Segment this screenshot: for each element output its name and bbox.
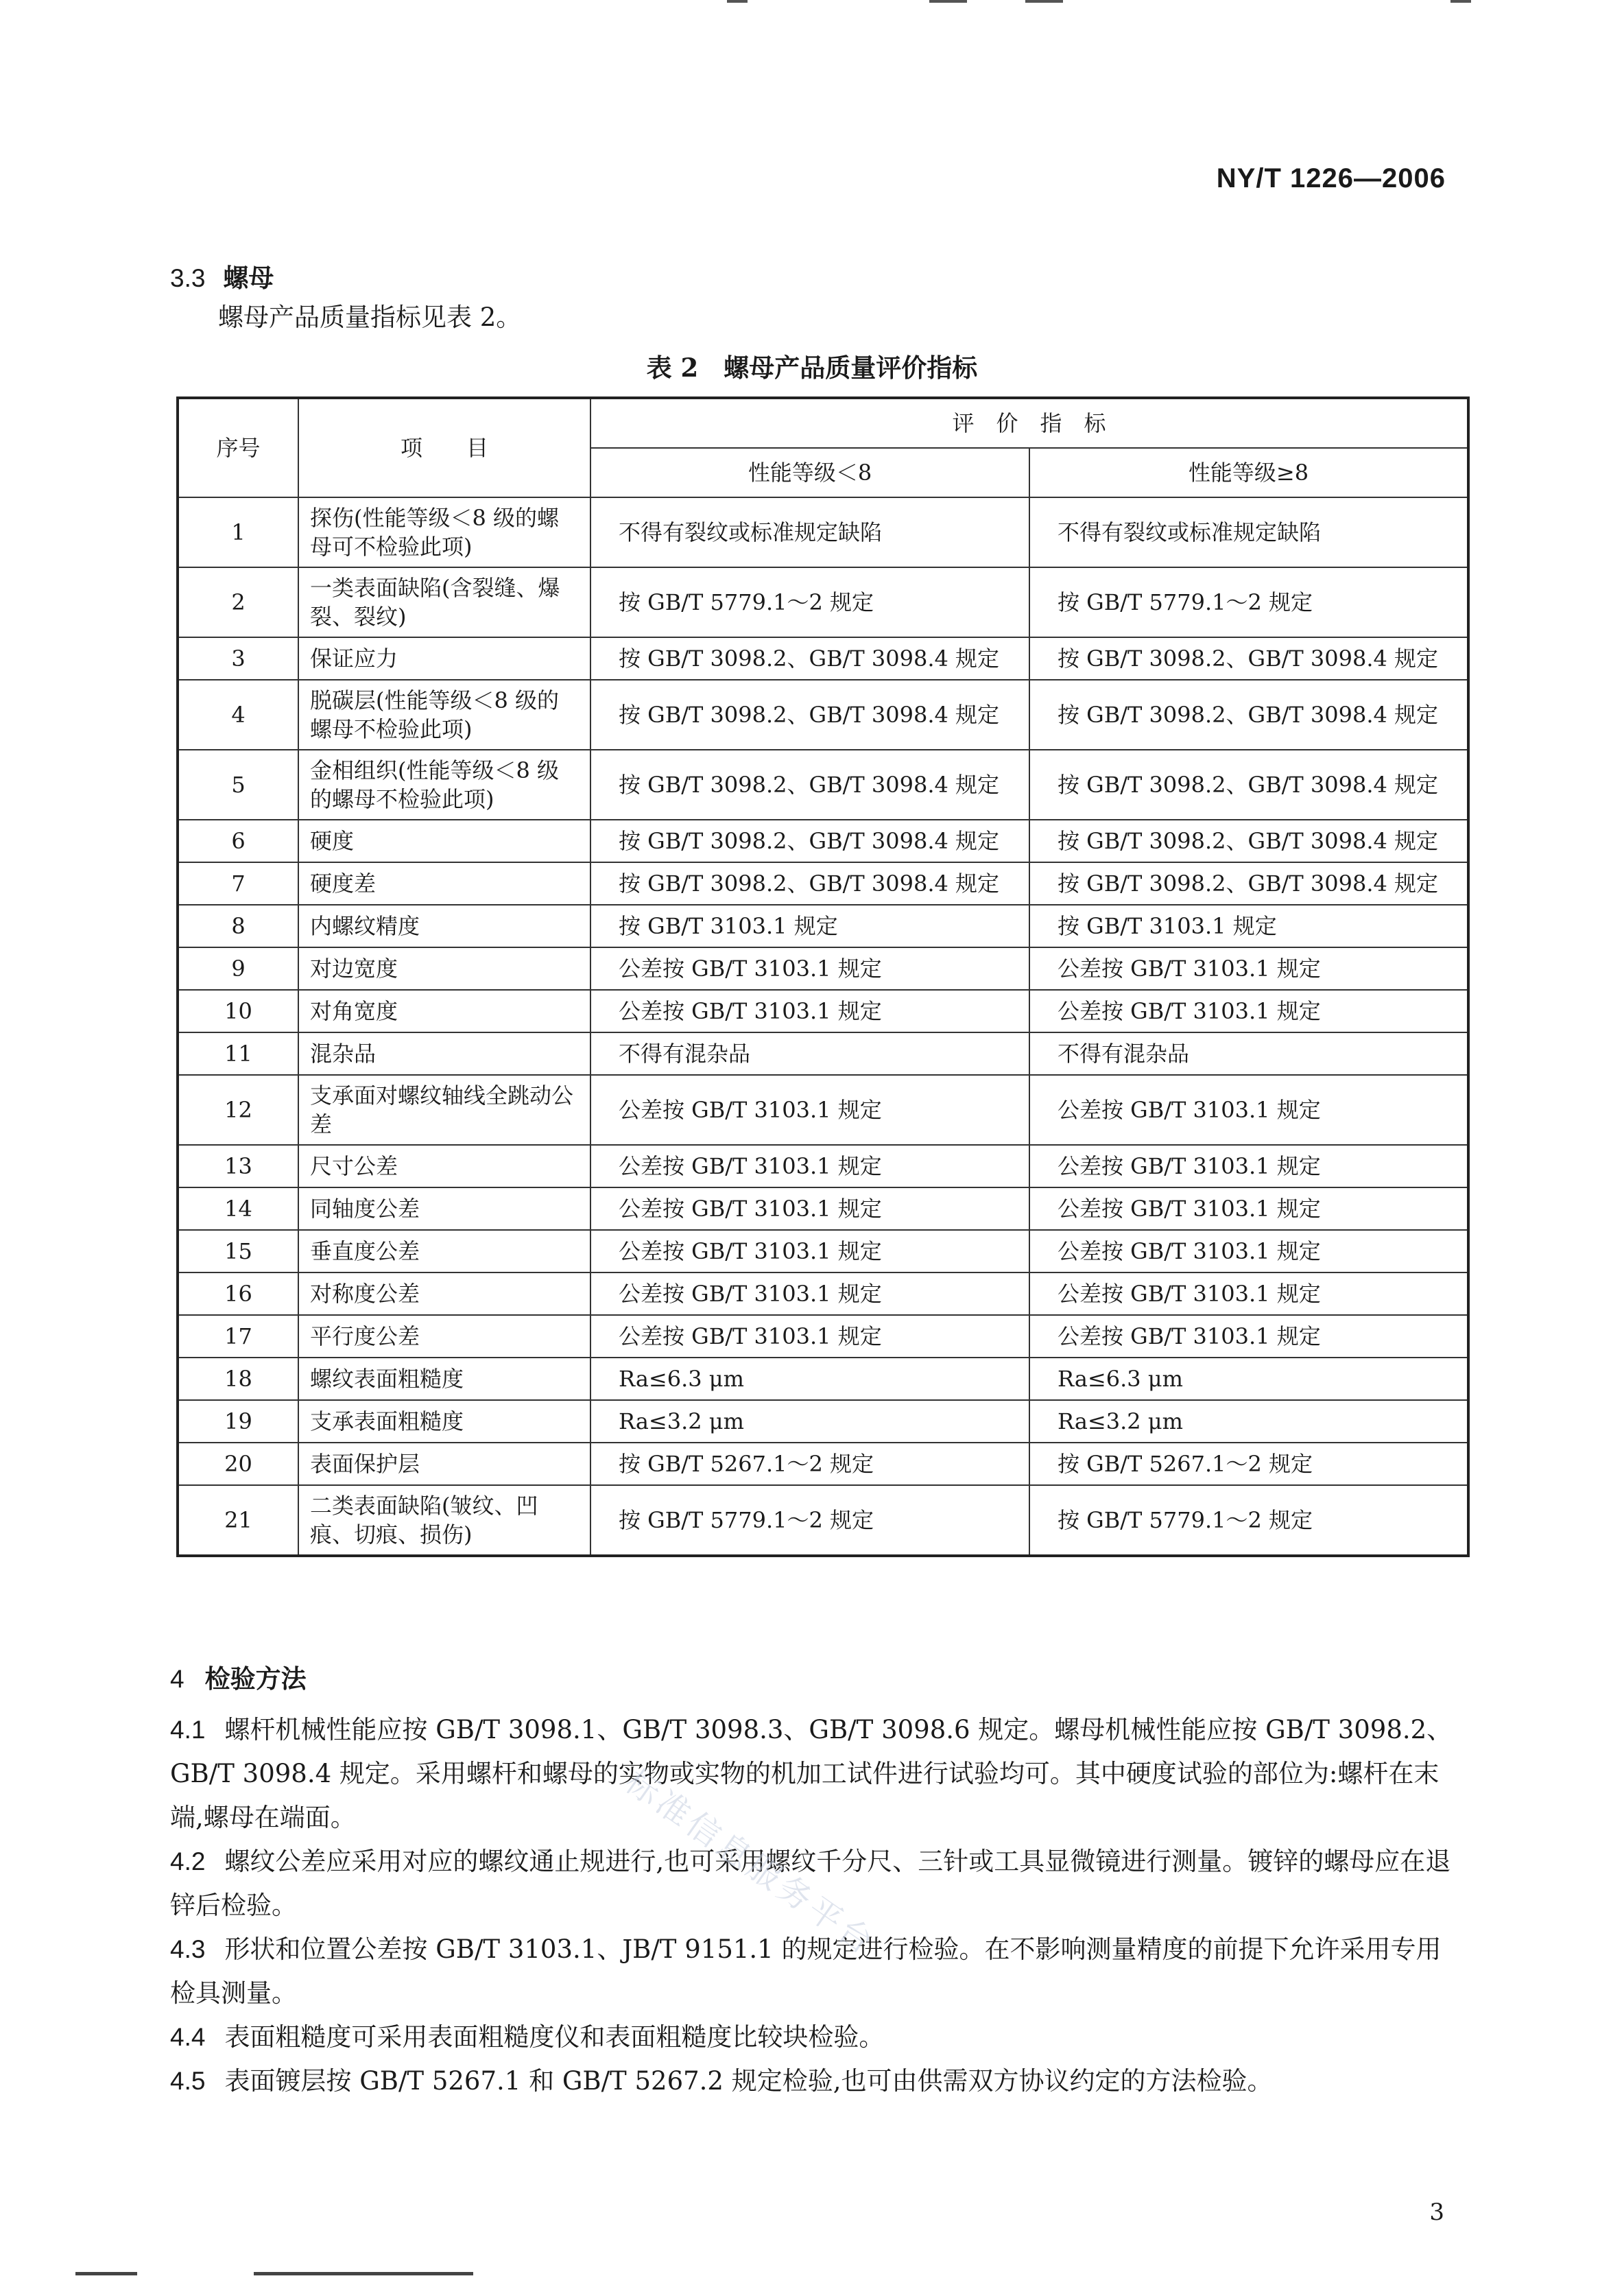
paragraph-text: 表面粗糙度可采用表面粗糙度仪和表面粗糙度比较块检验。 xyxy=(224,2022,885,2052)
row-item-cell: 二类表面缺陷(皱纹、凹痕、切痕、损伤) xyxy=(298,1485,590,1556)
table-row xyxy=(178,1443,1468,1485)
watermark-text: 标准信息服务平台 xyxy=(618,1762,883,1964)
scan-edge-mark xyxy=(75,2272,137,2275)
table-body xyxy=(178,497,1468,1556)
table-row xyxy=(178,905,1468,947)
row-item-cell: 支承表面粗糙度 xyxy=(298,1400,590,1443)
paragraph-number: 4.5 xyxy=(170,2067,206,2095)
row-item-cell: 对边宽度 xyxy=(298,947,590,990)
row-value-a-cell: 按 GB/T 3098.2、GB/T 3098.4 规定 xyxy=(590,820,1029,862)
table-row xyxy=(178,820,1468,862)
scan-edge-mark xyxy=(929,0,967,3)
header-col-b: 性能等级≥8 xyxy=(1029,448,1468,497)
row-value-b-cell: 按 GB/T 3103.1 规定 xyxy=(1029,905,1468,947)
header-item: 项 目 xyxy=(298,398,590,497)
paragraph-4-1 xyxy=(170,1708,1466,1840)
row-number-cell: 1 xyxy=(178,497,298,567)
table-caption: 表 2 螺母产品质量评价指标 xyxy=(646,353,978,383)
row-number-cell: 21 xyxy=(178,1485,298,1556)
row-value-b-cell: 按 GB/T 3098.2、GB/T 3098.4 规定 xyxy=(1029,637,1468,680)
row-item-cell: 表面保护层 xyxy=(298,1443,590,1485)
table-row xyxy=(178,1358,1468,1400)
row-value-a-cell: 不得有裂纹或标准规定缺陷 xyxy=(590,497,1029,567)
row-value-a-cell: 按 GB/T 3098.2、GB/T 3098.4 规定 xyxy=(590,862,1029,905)
paragraph-4-3 xyxy=(170,1928,1466,2015)
row-value-a-cell: 公差按 GB/T 3103.1 规定 xyxy=(590,1230,1029,1272)
row-number-cell: 2 xyxy=(178,567,298,637)
row-number-cell: 6 xyxy=(178,820,298,862)
header-no: 序号 xyxy=(178,398,298,497)
paragraph-text: 螺杆机械性能应按 GB/T 3098.1、GB/T 3098.3、GB/T 3098.6 规定。螺母机械性能应按 GB/T 3098.2、GB/T 3098.4 规定。采用螺杆和螺母的实物或实物的机加工试件进行试验均可。其中硬度试验的部位为:螺杆在末端,螺母在端面。 xyxy=(170,1715,1453,1832)
row-value-b-cell: 按 GB/T 5267.1～2 规定 xyxy=(1029,1443,1468,1485)
row-value-b-cell: Ra≤3.2 μm xyxy=(1029,1400,1468,1443)
row-value-a-cell: 公差按 GB/T 3103.1 规定 xyxy=(590,1315,1029,1358)
row-value-b-cell: 公差按 GB/T 3103.1 规定 xyxy=(1029,1187,1468,1230)
row-value-a-cell: 公差按 GB/T 3103.1 规定 xyxy=(590,1272,1029,1315)
row-value-b-cell: 公差按 GB/T 3103.1 规定 xyxy=(1029,1230,1468,1272)
row-item-cell: 探伤(性能等级＜8 级的螺母可不检验此项) xyxy=(298,497,590,567)
row-number-cell: 5 xyxy=(178,750,298,820)
row-number-cell: 12 xyxy=(178,1075,298,1145)
section-title: 螺母 xyxy=(223,263,274,293)
row-value-b-cell: 公差按 GB/T 3103.1 规定 xyxy=(1029,1272,1468,1315)
scan-edge-mark xyxy=(254,2272,473,2275)
row-value-a-cell: Ra≤6.3 μm xyxy=(590,1358,1029,1400)
row-value-b-cell: 公差按 GB/T 3103.1 规定 xyxy=(1029,1075,1468,1145)
section-number: 3.3 xyxy=(170,264,206,292)
table-row xyxy=(178,1272,1468,1315)
row-value-b-cell: 按 GB/T 3098.2、GB/T 3098.4 规定 xyxy=(1029,820,1468,862)
row-value-a-cell: 按 GB/T 3098.2、GB/T 3098.4 规定 xyxy=(590,637,1029,680)
section-intro: 螺母产品质量指标见表 2。 xyxy=(218,303,522,332)
row-value-a-cell: 公差按 GB/T 3103.1 规定 xyxy=(590,1075,1029,1145)
row-number-cell: 15 xyxy=(178,1230,298,1272)
paragraph-4-4 xyxy=(170,2015,1466,2059)
row-value-b-cell: 公差按 GB/T 3103.1 规定 xyxy=(1029,947,1468,990)
row-value-a-cell: 不得有混杂品 xyxy=(590,1032,1029,1075)
row-value-a-cell: 公差按 GB/T 3103.1 规定 xyxy=(590,1145,1029,1187)
table-row xyxy=(178,1400,1468,1443)
table-row xyxy=(178,862,1468,905)
row-item-cell: 混杂品 xyxy=(298,1032,590,1075)
row-number-cell: 11 xyxy=(178,1032,298,1075)
row-value-b-cell: 公差按 GB/T 3103.1 规定 xyxy=(1029,1315,1468,1358)
table-row xyxy=(178,1032,1468,1075)
section-4-heading xyxy=(170,1658,307,1695)
row-value-a-cell: 按 GB/T 5267.1～2 规定 xyxy=(590,1443,1029,1485)
document-code: NY/T 1226—2006 xyxy=(1216,163,1446,193)
table-row xyxy=(178,567,1468,637)
row-item-cell: 对角宽度 xyxy=(298,990,590,1032)
row-value-b-cell: 不得有裂纹或标准规定缺陷 xyxy=(1029,497,1468,567)
row-item-cell: 内螺纹精度 xyxy=(298,905,590,947)
table-row xyxy=(178,1485,1468,1556)
row-number-cell: 18 xyxy=(178,1358,298,1400)
row-item-cell: 螺纹表面粗糙度 xyxy=(298,1358,590,1400)
paragraph-text: 形状和位置公差按 GB/T 3103.1、JB/T 9151.1 的规定进行检验。在不影响测量精度的前提下允许采用专用检具测量。 xyxy=(170,1934,1442,2008)
row-value-a-cell: Ra≤3.2 μm xyxy=(590,1400,1029,1443)
row-item-cell: 脱碳层(性能等级＜8 级的螺母不检验此项) xyxy=(298,680,590,750)
row-number-cell: 7 xyxy=(178,862,298,905)
row-item-cell: 硬度 xyxy=(298,820,590,862)
row-value-a-cell: 按 GB/T 3103.1 规定 xyxy=(590,905,1029,947)
row-value-a-cell: 按 GB/T 3098.2、GB/T 3098.4 规定 xyxy=(590,680,1029,750)
row-number-cell: 10 xyxy=(178,990,298,1032)
row-value-b-cell: 按 GB/T 3098.2、GB/T 3098.4 规定 xyxy=(1029,862,1468,905)
table-row xyxy=(178,1145,1468,1187)
table-row xyxy=(178,750,1468,820)
row-item-cell: 同轴度公差 xyxy=(298,1187,590,1230)
table-row xyxy=(178,1075,1468,1145)
row-value-b-cell: 按 GB/T 5779.1～2 规定 xyxy=(1029,567,1468,637)
row-value-a-cell: 按 GB/T 5779.1～2 规定 xyxy=(590,567,1029,637)
table-row xyxy=(178,637,1468,680)
table-row xyxy=(178,680,1468,750)
scan-edge-mark xyxy=(1450,0,1471,3)
row-item-cell: 垂直度公差 xyxy=(298,1230,590,1272)
paragraph-text: 表面镀层按 GB/T 5267.1 和 GB/T 5267.2 规定检验,也可由供需双方协议约定的方法检验。 xyxy=(224,2066,1273,2096)
row-number-cell: 4 xyxy=(178,680,298,750)
table-row xyxy=(178,947,1468,990)
row-number-cell: 19 xyxy=(178,1400,298,1443)
row-value-a-cell: 按 GB/T 3098.2、GB/T 3098.4 规定 xyxy=(590,750,1029,820)
row-value-b-cell: 公差按 GB/T 3103.1 规定 xyxy=(1029,1145,1468,1187)
paragraph-number: 4.1 xyxy=(170,1716,206,1744)
row-number-cell: 17 xyxy=(178,1315,298,1358)
row-item-cell: 支承面对螺纹轴线全跳动公差 xyxy=(298,1075,590,1145)
row-item-cell: 金相组织(性能等级＜8 级的螺母不检验此项) xyxy=(298,750,590,820)
table-row xyxy=(178,497,1468,567)
row-value-a-cell: 按 GB/T 5779.1～2 规定 xyxy=(590,1485,1029,1556)
paragraph-text: 螺纹公差应采用对应的螺纹通止规进行,也可采用螺纹千分尺、三针或工具显微镜进行测量。镀锌的螺母应在退锌后检验。 xyxy=(170,1847,1451,1920)
row-number-cell: 14 xyxy=(178,1187,298,1230)
row-value-b-cell: 不得有混杂品 xyxy=(1029,1032,1468,1075)
section-title: 检验方法 xyxy=(204,1664,307,1694)
section-number: 4 xyxy=(170,1665,184,1693)
row-number-cell: 13 xyxy=(178,1145,298,1187)
row-value-a-cell: 公差按 GB/T 3103.1 规定 xyxy=(590,990,1029,1032)
row-item-cell: 保证应力 xyxy=(298,637,590,680)
row-item-cell: 对称度公差 xyxy=(298,1272,590,1315)
row-value-a-cell: 公差按 GB/T 3103.1 规定 xyxy=(590,947,1029,990)
row-item-cell: 硬度差 xyxy=(298,862,590,905)
scan-edge-mark xyxy=(1025,0,1063,3)
row-number-cell: 9 xyxy=(178,947,298,990)
scan-edge-mark xyxy=(727,0,748,3)
header-group: 评 价 指 标 xyxy=(590,398,1468,448)
table-row xyxy=(178,1315,1468,1358)
row-value-b-cell: 公差按 GB/T 3103.1 规定 xyxy=(1029,990,1468,1032)
row-item-cell: 一类表面缺陷(含裂缝、爆裂、裂纹) xyxy=(298,567,590,637)
row-item-cell: 平行度公差 xyxy=(298,1315,590,1358)
paragraph-4-5 xyxy=(170,2059,1466,2103)
paragraph-number: 4.4 xyxy=(170,2023,206,2051)
row-number-cell: 20 xyxy=(178,1443,298,1485)
row-value-a-cell: 公差按 GB/T 3103.1 规定 xyxy=(590,1187,1029,1230)
row-value-b-cell: 按 GB/T 3098.2、GB/T 3098.4 规定 xyxy=(1029,750,1468,820)
page-number: 3 xyxy=(1429,2199,1444,2226)
row-number-cell: 3 xyxy=(178,637,298,680)
quality-index-table xyxy=(176,396,1470,1557)
table-row xyxy=(178,1187,1468,1230)
section-3-3-heading xyxy=(170,257,274,294)
header-col-a: 性能等级＜8 xyxy=(590,448,1029,497)
row-item-cell: 尺寸公差 xyxy=(298,1145,590,1187)
row-value-b-cell: Ra≤6.3 μm xyxy=(1029,1358,1468,1400)
row-number-cell: 8 xyxy=(178,905,298,947)
row-value-b-cell: 按 GB/T 5779.1～2 规定 xyxy=(1029,1485,1468,1556)
paragraph-number: 4.2 xyxy=(170,1847,206,1875)
table-row xyxy=(178,990,1468,1032)
table-row xyxy=(178,1230,1468,1272)
paragraph-number: 4.3 xyxy=(170,1935,206,1963)
row-number-cell: 16 xyxy=(178,1272,298,1315)
row-value-b-cell: 按 GB/T 3098.2、GB/T 3098.4 规定 xyxy=(1029,680,1468,750)
